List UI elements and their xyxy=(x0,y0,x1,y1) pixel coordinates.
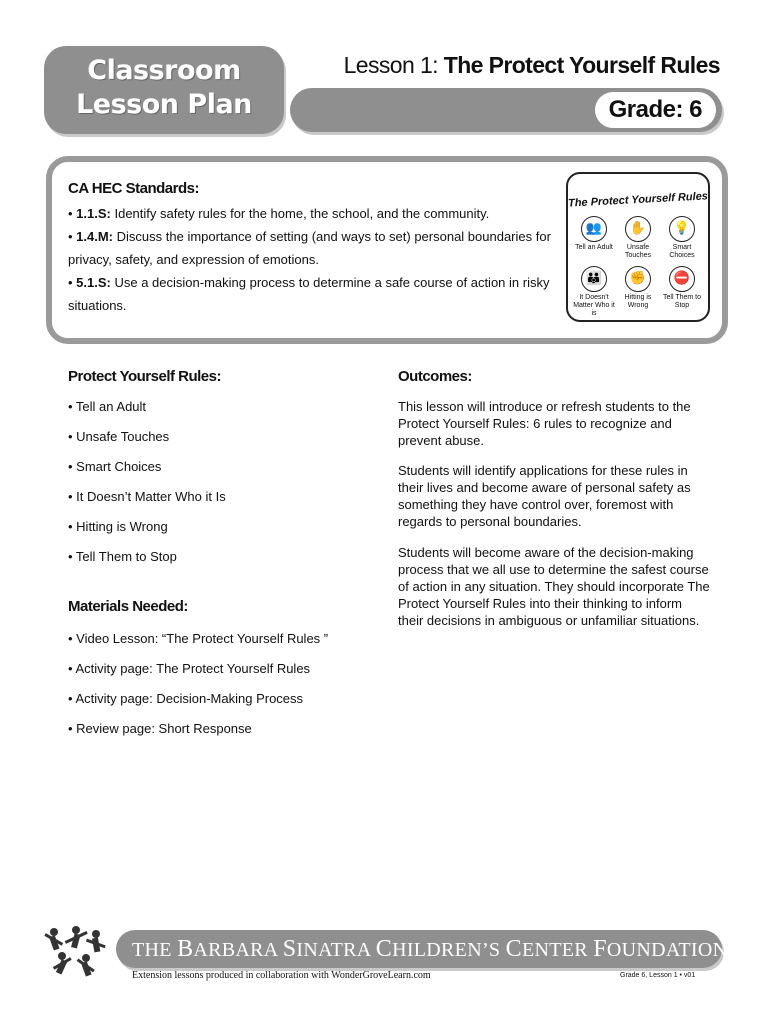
illustration-item-label: Hitting is Wrong xyxy=(624,294,652,309)
rule-item: • Smart Choices xyxy=(68,459,162,474)
standard-text: Discuss the importance of setting (and ways to set) personal boundaries for privacy, safety, and expression of emotions. xyxy=(68,229,551,267)
rule-item: • Unsafe Touches xyxy=(68,429,170,444)
footer-bar xyxy=(116,930,728,968)
lesson-plan-badge xyxy=(44,46,284,134)
illustration-item-label: Tell an Adult xyxy=(575,244,613,251)
outcome-paragraph: Students will become aware of the decision-making process that we all use to determine the safest course of action in any situation. They should incorporate The Protect Yourself Rules into their thinking to inform their decisions in ambiguous or unfamiliar situations. xyxy=(398,545,710,628)
standard-code: 1.4.M: xyxy=(76,229,114,244)
grade-bar xyxy=(290,88,722,132)
rule-item: • Hitting is Wrong xyxy=(68,519,168,534)
lesson-title xyxy=(300,52,720,79)
foundation-logo-icon xyxy=(40,922,112,982)
material-item: • Video Lesson: “The Protect Yourself Rules ” xyxy=(68,631,329,646)
badge-line-2: Lesson Plan xyxy=(76,89,252,120)
outcomes-heading: Outcomes: xyxy=(398,368,472,385)
stop-icon: ⛔ xyxy=(669,266,695,292)
standard-text: Use a decision-making process to determine a safe course of action in risky situations. xyxy=(68,275,550,313)
outcome-paragraph: This lesson will introduce or refresh students to the Protect Yourself Rules: 6 rules to recognize and prevent abuse. xyxy=(398,399,691,448)
illustration-item-hitting-wrong xyxy=(616,266,660,310)
rule-item: • Tell Them to Stop xyxy=(68,549,177,564)
standard-code: 1.1.S: xyxy=(76,206,111,221)
standard-item: • 1.1.S: Identify safety rules for the home, the school, and the community. xyxy=(68,206,490,221)
lightbulb-icon: 💡 xyxy=(669,216,695,242)
hand-icon: ✋ xyxy=(625,216,651,242)
outcome-paragraph: Students will identify applications for these rules in their lives and become aware of personal safety as something they have control over, foremost with regards to personal boundaries. xyxy=(398,463,691,529)
rules-heading: Protect Yourself Rules: xyxy=(68,368,221,385)
materials-heading: Materials Needed: xyxy=(68,598,188,615)
illustration-item-tell-adult xyxy=(572,216,616,252)
illustration-item-label: Smart Choices xyxy=(669,244,695,259)
illustration-item-label: Tell Them to Stop xyxy=(663,294,701,309)
illustration-item-tell-stop xyxy=(660,266,704,310)
rule-item: • Tell an Adult xyxy=(68,399,147,414)
illustration-item-smart-choices xyxy=(660,216,704,260)
foundation-name: THE BARBARA SINATRA CHILDREN’S CENTER FOUNDATION xyxy=(132,936,728,962)
material-item: • Activity page: Decision-Making Process xyxy=(68,691,304,706)
standard-text: Identify safety rules for the home, the school, and the community. xyxy=(114,206,490,221)
illustration-title: The Protect Yourself Rules xyxy=(567,190,709,210)
badge-line-1: Classroom xyxy=(87,55,241,86)
rules-illustration xyxy=(566,172,710,322)
footer-credit: Extension lessons produced in collaboration with WonderGroveLearn.com xyxy=(132,970,431,981)
standard-item: • 1.4.M: Discuss the importance of setting (and ways to set) personal boundaries for privacy, safety, and expression of emotions. xyxy=(68,229,551,267)
family-icon: 👪 xyxy=(581,266,607,292)
standard-code: 5.1.S: xyxy=(76,275,111,290)
illustration-item-unsafe-touches xyxy=(616,216,660,260)
standards-heading: CA HEC Standards: xyxy=(68,180,199,197)
fist-icon: ✊ xyxy=(625,266,651,292)
footer-version: Grade 6, Lesson 1 • v01 xyxy=(620,972,696,979)
material-item: • Review page: Short Response xyxy=(68,721,252,736)
illustration-item-label: It Doesn't Matter Who it is xyxy=(573,294,615,317)
people-icon: 👥 xyxy=(581,216,607,242)
grade-label: Grade: 6 xyxy=(595,92,716,128)
lesson-name: The Protect Yourself Rules xyxy=(443,52,720,78)
material-item: • Activity page: The Protect Yourself Rules xyxy=(68,661,311,676)
illustration-item-who-it-is xyxy=(572,266,616,318)
lesson-number: Lesson 1: xyxy=(343,52,438,78)
illustration-item-label: Unsafe Touches xyxy=(624,244,652,259)
standard-item: • 5.1.S: Use a decision-making process to determine a safe course of action in risky situations. xyxy=(68,275,550,313)
rule-item: • It Doesn’t Matter Who it Is xyxy=(68,489,226,504)
